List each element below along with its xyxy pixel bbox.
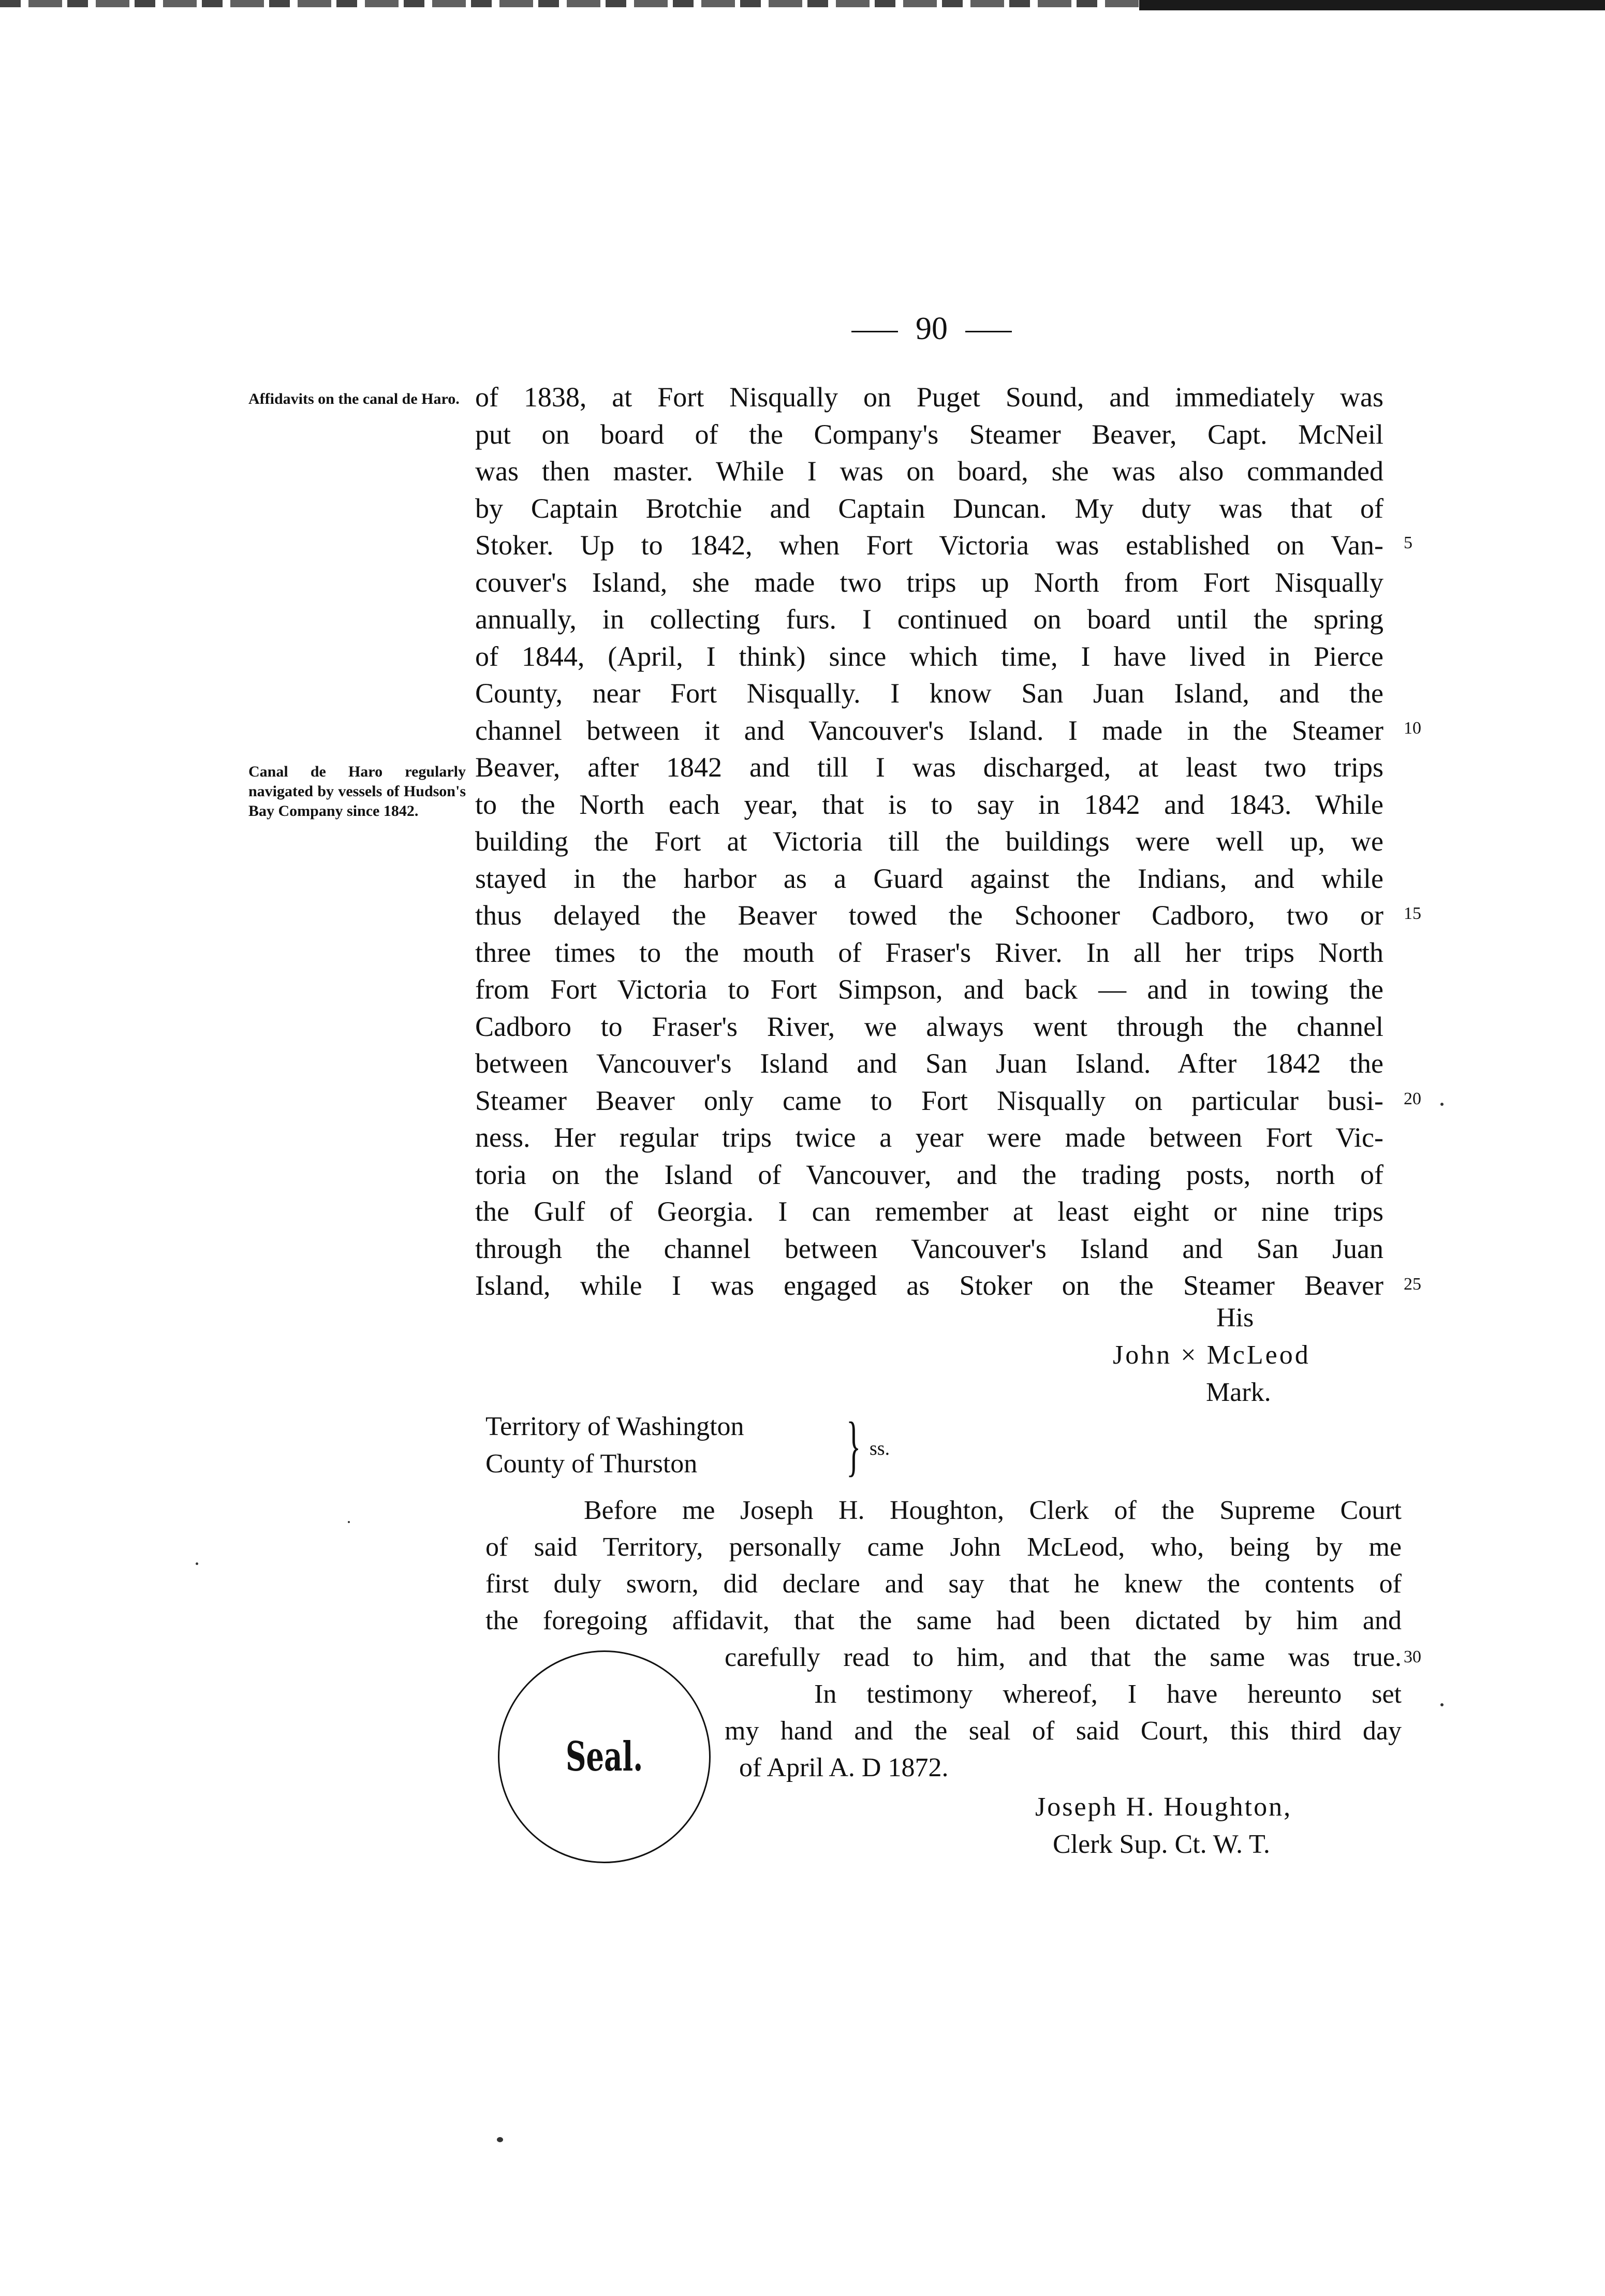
body-line: Beaver, after 1842 and till I was discharged, at least two trips [475,752,1383,783]
body-line: was then master. While I was on board, she was also commanded [475,456,1383,487]
body-line: through the channel between Vancouver's Island and San Juan [475,1233,1383,1264]
body-line: couver's Island, she made two trips up North from Fort Nisqually [475,566,1383,598]
jurat-line: the foregoing affidavit, that the same had been dictated by him and [485,1606,1402,1635]
margin-note-canal-navigated: Canal de Haro regularly navigated by vessels of Hudson's Bay Company since 1842. [248,763,466,820]
body-line: Stoker. Up to 1842, when Fort Victoria was established on Van- [475,530,1383,561]
clerk-name: Joseph H. Houghton, [1035,1792,1292,1822]
signature-mark: Mark. [1206,1378,1271,1407]
body-line: stayed in the harbor as a Guard against the Indians, and while [475,862,1383,894]
signature-name: John × McLeod [1113,1340,1310,1370]
affidavit-body [475,379,1383,1305]
body-line: County, near Fort Nisqually. I know San Juan Island, and the [475,678,1383,709]
venue-county: County of Thurston [485,1449,698,1479]
body-line: of 1838, at Fort Nisqually on Puget Sound, and immediately was [475,382,1383,413]
jurat-line: first duly sworn, did declare and say that he knew the contents of [485,1569,1402,1599]
venue-brace: } [846,1409,861,1483]
body-line: between Vancouver's Island and San Juan Island. After 1842 the [475,1048,1383,1079]
body-line: three times to the mouth of Fraser's River. In all her trips North [475,937,1383,968]
jurat-line: my hand and the seal of said Court, this third day [725,1716,1402,1746]
body-line: Steamer Beaver only came to Fort Nisqually on particular busi- [475,1085,1383,1116]
body-line: the Gulf of Georgia. I can remember at least eight or nine trips [475,1196,1383,1227]
line-number-30: 30 [1404,1647,1421,1666]
scan-speck [196,1562,198,1565]
court-seal [498,1650,711,1863]
page-number-dash-right [965,331,1012,332]
page-number-value: 90 [916,311,948,346]
affiant-signature [1113,1299,1403,1411]
scan-speck [497,2137,503,2142]
body-line: Island, while I was engaged as Stoker on the Steamer Beaver [475,1270,1383,1301]
line-number-25: 25 [1404,1275,1421,1294]
page-number [823,311,1040,347]
jurat-line: carefully read to him, and that the same was true. [725,1643,1402,1672]
body-line: building the Fort at Victoria till the buildings were well up, we [475,826,1383,857]
venue-ss: ss. [870,1438,890,1459]
body-line: toria on the Island of Vancouver, and the trading posts, north of [475,1159,1383,1190]
scan-top-edge-dark [1139,0,1605,10]
body-line: put on board of the Company's Steamer Beaver, Capt. McNeil [475,418,1383,450]
body-line: ness. Her regular trips twice a year were made between Fort Vic- [475,1122,1383,1153]
body-line: of 1844, (April, I think) since which time, I have lived in Pierce [475,640,1383,672]
seal-label: Seal. [565,1733,643,1780]
scan-speck [1440,1703,1444,1706]
jurat-line: of said Territory, personally came John McLeod, who, being by me [485,1532,1402,1562]
body-line: to the North each year, that is to say in 1842 and 1843. While [475,788,1383,820]
venue-territory: Territory of Washington [485,1412,744,1441]
body-line: thus delayed the Beaver towed the Schooner Cadboro, two or [475,900,1383,931]
jurat-line: of April A. D 1872. [739,1753,949,1782]
scan-speck [1440,1103,1444,1106]
line-number-5: 5 [1404,533,1412,552]
page-number-dash-left [851,331,898,332]
margin-note-affidavits: Affidavits on the canal de Haro. [248,390,460,407]
body-line: annually, in collecting furs. I continued on board until the spring [475,604,1383,635]
jurat-line: Before me Joseph H. Houghton, Clerk of the Supreme Court [584,1496,1402,1525]
venue-block [485,1408,890,1483]
line-number-20: 20 [1404,1089,1421,1108]
body-line: channel between it and Vancouver's Island. I made in the Steamer [475,714,1383,746]
jurat-line: In testimony whereof, I have hereunto set [814,1679,1402,1709]
scan-speck [348,1521,350,1523]
signature-his: His [1216,1303,1254,1333]
line-number-10: 10 [1404,719,1421,738]
clerk-title: Clerk Sup. Ct. W. T. [1053,1830,1270,1859]
body-line: by Captain Brotchie and Captain Duncan. My duty was that of [475,492,1383,524]
line-number-15: 15 [1404,904,1421,923]
clerk-signature [1035,1789,1397,1863]
body-line: Cadboro to Fraser's River, we always went through the channel [475,1011,1383,1042]
body-line: from Fort Victoria to Fort Simpson, and back — and in towing the [475,974,1383,1005]
